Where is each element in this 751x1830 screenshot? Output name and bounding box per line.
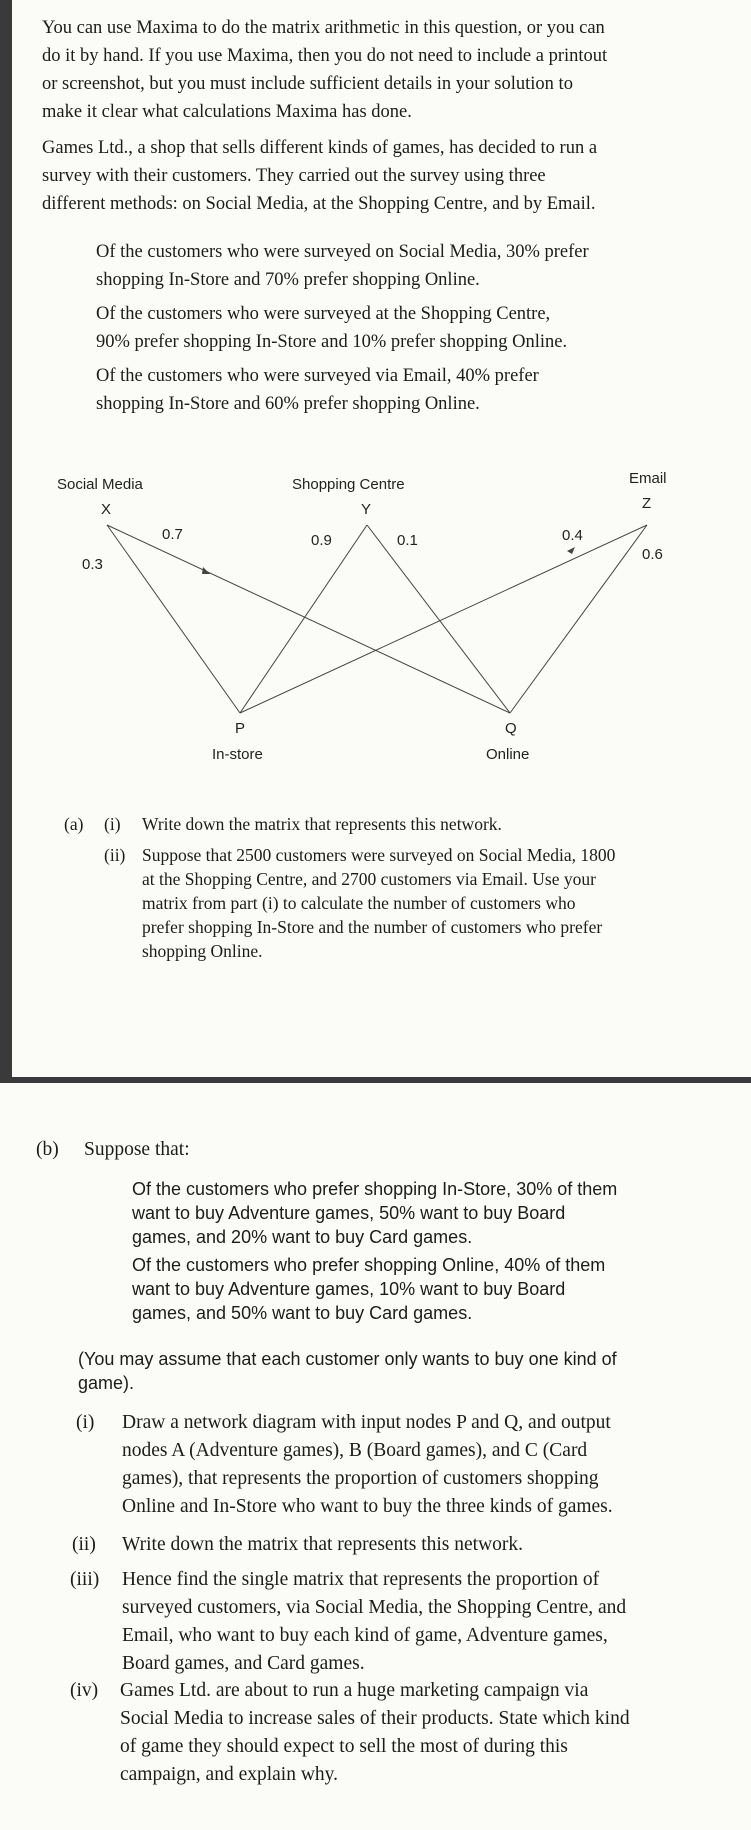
text-line: Of the customers who were surveyed on Social Media, 30% prefer [96, 242, 589, 262]
survey-social-media [96, 238, 589, 294]
text-line: matrix from part (i) to calculate the number of customers who [142, 893, 576, 913]
input-letter-x: X [101, 501, 112, 518]
output-name-online: Online [486, 746, 530, 763]
text-line: Social Media to increase sales of their products. State which kind [120, 1708, 630, 1729]
part-b-suppose: Suppose that: [84, 1139, 190, 1160]
text-line: Online and In-Store who want to buy the three kinds of games. [122, 1496, 613, 1517]
text-line: survey with their customers. They carried out the survey using three [42, 166, 546, 186]
text-line: shopping Online. [142, 941, 263, 961]
input-letter-z: Z [642, 495, 652, 512]
part-a-i-label: (i) [104, 814, 121, 834]
part-b-iv-label: (iv) [70, 1680, 99, 1701]
part-b-label: (b) [36, 1139, 59, 1160]
part-b-ii-label: (ii) [72, 1534, 96, 1555]
text-line: You can use Maxima to do the matrix arithmetic in this question, or you can [42, 18, 605, 38]
part-b-instore-info [132, 1177, 617, 1249]
weight-z-p: 0.4 [562, 527, 583, 544]
text-line: (You may assume that each customer only wants to buy one kind of [78, 1349, 617, 1369]
weight-z-q: 0.6 [642, 546, 663, 563]
weight-y-q: 0.1 [397, 532, 418, 549]
weight-y-p: 0.9 [311, 532, 332, 549]
output-name-instore: In-store [212, 746, 263, 763]
part-b-online-info [132, 1253, 605, 1325]
text-line: prefer shopping In-Store and the number of customers who prefer [142, 917, 603, 937]
weight-x-q: 0.7 [162, 526, 183, 543]
text-line: Of the customers who were surveyed at the Shopping Centre, [96, 304, 551, 324]
question-page-2 [0, 1083, 751, 1830]
text-line: games, and 20% want to buy Card games. [132, 1227, 473, 1247]
output-letter-p: P [235, 720, 246, 737]
text-line: Of the customers who prefer shopping Online, 40% of them [132, 1255, 606, 1275]
intro-paragraph [42, 14, 607, 126]
survey-email [96, 362, 539, 418]
text-line: or screenshot, but you must include sufficient details in your solution to [42, 74, 573, 94]
text-line: Board games, and Card games. [122, 1653, 365, 1674]
arrowhead [202, 567, 210, 574]
network-diagram [12, 460, 751, 780]
edge-z-q [510, 525, 647, 713]
part-b-assumption [78, 1347, 617, 1395]
part-b-i-label: (i) [76, 1412, 95, 1433]
text-line: do it by hand. If you use Maxima, then you do not need to include a printout [42, 46, 608, 66]
part-a-ii-label: (ii) [104, 845, 126, 865]
text-line: want to buy Adventure games, 10% want to buy Board [132, 1279, 566, 1299]
text-line: game). [78, 1373, 135, 1393]
edge-x-p [107, 525, 240, 713]
survey-shopping-centre [96, 300, 567, 356]
part-a-label: (a) [64, 814, 84, 834]
text-line: Games Ltd., a shop that sells different kinds of games, has decided to run a [42, 138, 598, 158]
edge-x-q [107, 525, 510, 713]
edge-y-q [367, 525, 510, 713]
text-line: surveyed customers, via Social Media, the Shopping Centre, and [122, 1597, 627, 1618]
part-b-iii-label: (iii) [70, 1569, 100, 1590]
part-b-i-text [122, 1409, 613, 1521]
text-line: games, and 50% want to buy Card games. [132, 1303, 473, 1323]
text-line: Draw a network diagram with input nodes P and Q, and output [122, 1412, 611, 1433]
text-line: want to buy Adventure games, 50% want to buy Board [132, 1203, 566, 1223]
text-line: different methods: on Social Media, at the Shopping Centre, and by Email. [42, 194, 596, 214]
text-line: shopping In-Store and 60% prefer shopping Online. [96, 394, 480, 414]
text-line: Games Ltd. are about to run a huge marketing campaign via [120, 1680, 589, 1701]
text-line: at the Shopping Centre, and 2700 customers via Email. Use your [142, 869, 596, 889]
part-a-i-text [142, 812, 502, 836]
input-name-social-media: Social Media [57, 476, 143, 493]
question-page-1 [12, 0, 751, 1077]
text-line: of game they should expect to sell the most of during this [120, 1736, 568, 1757]
edge-z-p [240, 525, 647, 713]
input-name-email: Email [629, 470, 667, 487]
text-line: Of the customers who were surveyed via Email, 40% prefer [96, 366, 539, 386]
edge-y-p [240, 525, 367, 713]
input-letter-y: Y [361, 501, 372, 518]
context-paragraph [42, 134, 597, 218]
text-line: 90% prefer shopping In-Store and 10% prefer shopping Online. [96, 332, 568, 352]
part-b-ii-text [122, 1531, 523, 1559]
weight-x-p: 0.3 [82, 556, 103, 573]
text-line: Of the customers who prefer shopping In-Store, 30% of them [132, 1179, 618, 1199]
text-line: campaign, and explain why. [120, 1764, 339, 1785]
part-b-iv-text [120, 1677, 630, 1789]
text-line: Hence find the single matrix that represents the proportion of [122, 1569, 600, 1590]
text-line: Write down the matrix that represents this network. [122, 1534, 524, 1555]
text-line: Write down the matrix that represents this network. [142, 814, 502, 834]
output-letter-q: Q [505, 720, 517, 737]
text-line: nodes A (Adventure games), B (Board games), and C (Card [122, 1440, 588, 1461]
text-line: make it clear what calculations Maxima has done. [42, 102, 412, 122]
text-line: shopping In-Store and 70% prefer shopping Online. [96, 270, 480, 290]
text-line: Suppose that 2500 customers were surveyed on Social Media, 1800 [142, 845, 616, 865]
text-line: Email, who want to buy each kind of game, Adventure games, [122, 1625, 608, 1646]
input-name-shopping-centre: Shopping Centre [292, 476, 405, 493]
part-a-ii-text [142, 843, 615, 963]
text-line: games), that represents the proportion of customers shopping [122, 1468, 599, 1489]
part-b-iii-text [122, 1566, 626, 1678]
arrowhead [567, 547, 575, 554]
